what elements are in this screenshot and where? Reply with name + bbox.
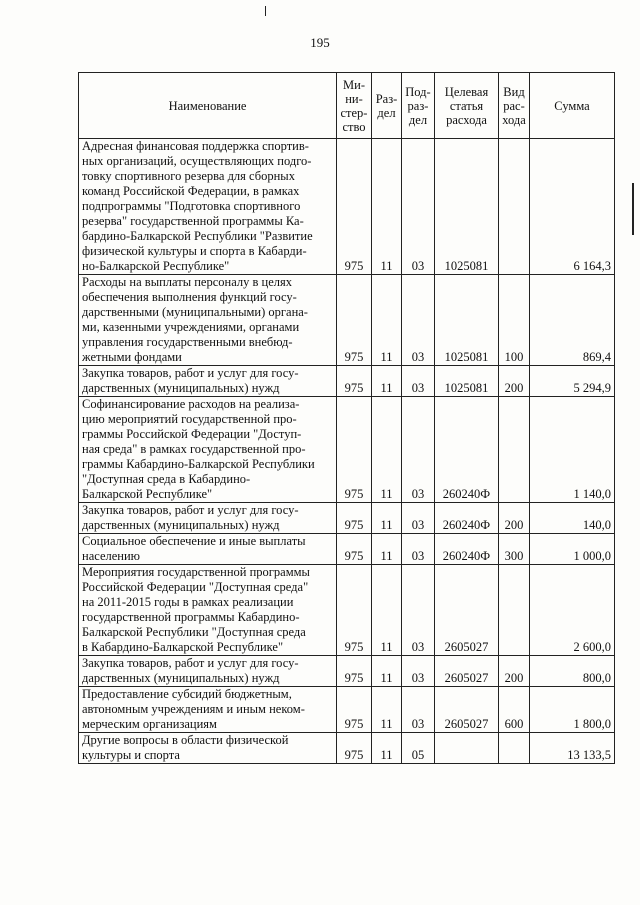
row-subsection: 03 [402,687,435,733]
row-section: 11 [372,733,402,764]
row-ministry: 975 [337,656,372,687]
row-name: Закупка товаров, работ и услуг для госу- дарственных (муниципальных) нужд [79,503,337,534]
row-ministry: 975 [337,366,372,397]
row-name: Софинансирование расходов на реализа- цию мероприятий государственной про- граммы Российской Федерации "Доступ- ная среда" в рамках государственной про- граммы Кабардино-Балкарской Республики "Доступная среда в Кабардино- Балкарской Республике" [79,397,337,503]
row-section: 11 [372,366,402,397]
row-amount: 13 133,5 [530,733,615,764]
scan-mark-right [632,183,634,235]
row-subsection: 05 [402,733,435,764]
row-name: Адресная финансовая поддержка спортив- ных организаций, осуществляющих подго- товку спортивного резерва для сборных команд Российской Федерации, в рамках подпрограммы "Подготовка спортивного резерва" государственной программы Ка- бардино-Балкарской Республики "Развитие физической культуры и спорта в Кабарди- но-Балкарской Республике" [79,139,337,275]
header-ministry: Ми- ни- стер- ство [337,73,372,139]
row-expense-type: 200 [499,503,530,534]
row-name: Предоставление субсидий бюджетным, автономным учреждениям и иным неком- мерческим организациям [79,687,337,733]
row-ministry: 975 [337,687,372,733]
table-row [79,275,615,366]
row-amount: 869,4 [530,275,615,366]
table-row [79,534,615,565]
row-section: 11 [372,656,402,687]
row-expense-type [499,139,530,275]
row-ministry: 975 [337,503,372,534]
row-ministry: 975 [337,275,372,366]
row-target-item: 260240Ф [435,397,499,503]
row-name: Закупка товаров, работ и услуг для госу- дарственных (муниципальных) нужд [79,366,337,397]
row-section: 11 [372,687,402,733]
row-target-item: 1025081 [435,275,499,366]
row-expense-type: 100 [499,275,530,366]
row-subsection: 03 [402,397,435,503]
row-target-item: 2605027 [435,687,499,733]
row-name: Мероприятия государственной программы Российской Федерации "Доступная среда" на 2011-2015 годы в рамках реализации государственной программы Кабардино- Балкарской Республики "Доступная среда в Кабардино-Балкарской Республике" [79,565,337,656]
row-expense-type [499,565,530,656]
page-number: 195 [310,35,330,50]
header-expense-type: Вид рас- хода [499,73,530,139]
row-ministry: 975 [337,139,372,275]
row-ministry: 975 [337,534,372,565]
row-expense-type: 300 [499,534,530,565]
header-subsection: Под- раз- дел [402,73,435,139]
row-expense-type: 600 [499,687,530,733]
row-section: 11 [372,397,402,503]
row-target-item: 1025081 [435,366,499,397]
row-subsection: 03 [402,534,435,565]
row-target-item: 2605027 [435,656,499,687]
row-ministry: 975 [337,733,372,764]
table-row [79,656,615,687]
row-expense-type [499,397,530,503]
row-amount: 140,0 [530,503,615,534]
header-section: Раз- дел [372,73,402,139]
table-row [79,733,615,764]
row-expense-type: 200 [499,366,530,397]
row-section: 11 [372,275,402,366]
row-name: Другие вопросы в области физической культуры и спорта [79,733,337,764]
row-subsection: 03 [402,565,435,656]
table-row [79,503,615,534]
header-name: Наименование [79,73,337,139]
row-amount: 1 000,0 [530,534,615,565]
row-target-item [435,733,499,764]
row-subsection: 03 [402,275,435,366]
row-name: Социальное обеспечение и иные выплаты населению [79,534,337,565]
row-subsection: 03 [402,139,435,275]
row-subsection: 03 [402,656,435,687]
row-expense-type: 200 [499,656,530,687]
row-section: 11 [372,139,402,275]
table-row [79,687,615,733]
header-amount: Сумма [530,73,615,139]
row-ministry: 975 [337,565,372,656]
row-section: 11 [372,503,402,534]
row-target-item: 1025081 [435,139,499,275]
row-target-item: 2605027 [435,565,499,656]
row-amount: 1 140,0 [530,397,615,503]
row-amount: 5 294,9 [530,366,615,397]
table-row [79,565,615,656]
row-amount: 2 600,0 [530,565,615,656]
row-section: 11 [372,565,402,656]
row-amount: 1 800,0 [530,687,615,733]
row-name: Закупка товаров, работ и услуг для госу- дарственных (муниципальных) нужд [79,656,337,687]
row-expense-type [499,733,530,764]
budget-table [78,72,615,764]
row-subsection: 03 [402,503,435,534]
row-target-item: 260240Ф [435,503,499,534]
row-subsection: 03 [402,366,435,397]
header-row [79,73,615,139]
row-name: Расходы на выплаты персоналу в целях обеспечения выполнения функций госу- дарственными (муниципальными) органа- ми, казенными учреждениями, органами управления государственными внебюд- жетными фондами [79,275,337,366]
table-row [79,397,615,503]
row-section: 11 [372,534,402,565]
table-row [79,366,615,397]
table-row [79,139,615,275]
row-amount: 6 164,3 [530,139,615,275]
scan-mark-top [265,6,266,16]
row-ministry: 975 [337,397,372,503]
row-target-item: 260240Ф [435,534,499,565]
header-target-item: Целевая статья расхода [435,73,499,139]
row-amount: 800,0 [530,656,615,687]
